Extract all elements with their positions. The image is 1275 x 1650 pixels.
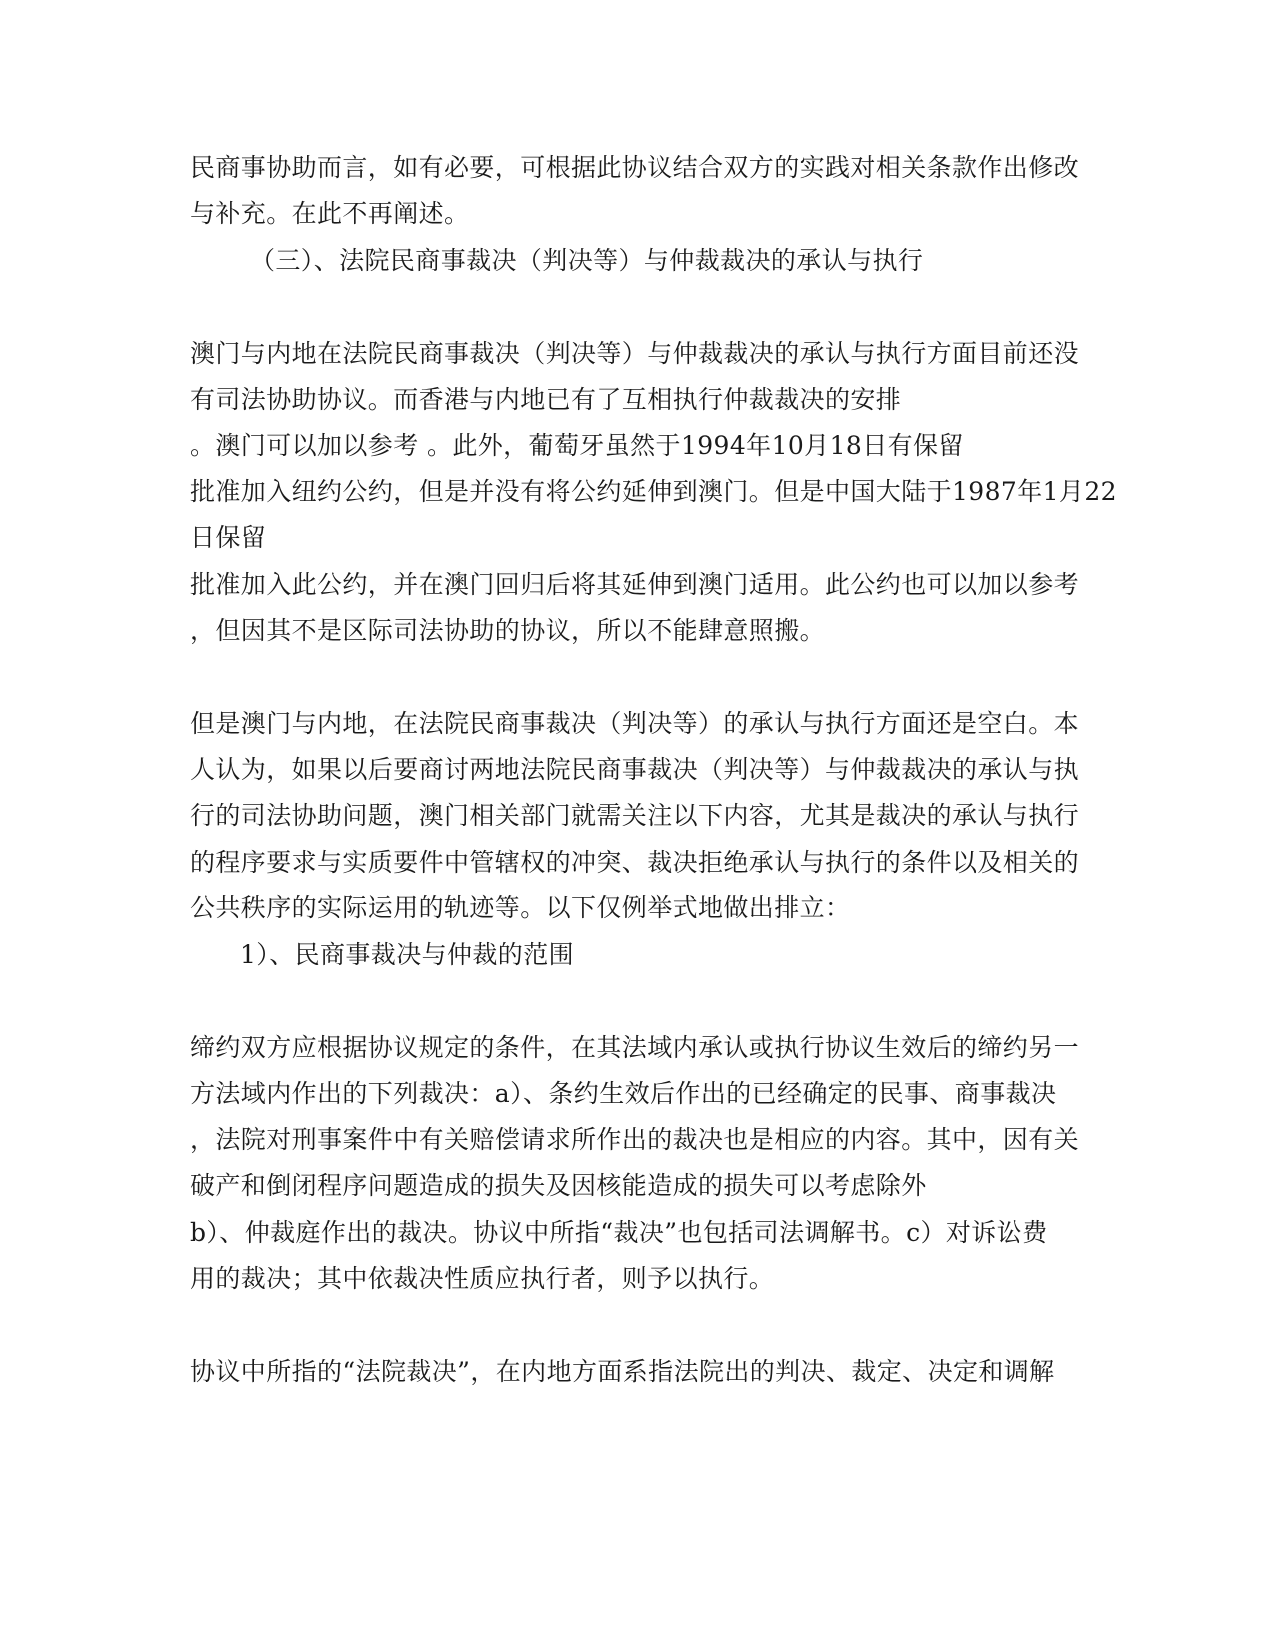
text-line: ，但因其不是区际司法协助的协议，所以不能肆意照搬。 [190, 616, 826, 645]
text-line: 。澳门可以加以参考 。此外，葡萄牙虽然于1994年10月18日有保留 [190, 431, 964, 460]
text-line: 民商事协助而言，如有必要，可根据此协议结合双方的实践对相关条款作出修改 [190, 153, 1080, 182]
text-line: 行的司法协助问题，澳门相关部门就需关注以下内容，尤其是裁决的承认与执行 [190, 801, 1080, 830]
text-line: 人认为，如果以后要商讨两地法院民商事裁决（判决等）与仲裁裁决的承认与执 [190, 755, 1080, 784]
text-line: 破产和倒闭程序问题造成的损失及因核能造成的损失可以考虑除外 [190, 1171, 927, 1200]
section-heading: 1）、民商事裁决与仲裁的范围 [240, 940, 575, 969]
text-line: 澳门与内地在法院民商事裁决（判决等）与仲裁裁决的承认与执行方面目前还没 [190, 339, 1080, 368]
text-line: 缔约双方应根据协议规定的条件，在其法域内承认或执行协议生效后的缔约另一 [190, 1033, 1080, 1062]
text-line: 用的裁决；其中依裁决性质应执行者，则予以执行。 [190, 1264, 775, 1293]
text-line: 与补充。在此不再阐述。 [190, 199, 470, 228]
text-line: 批准加入此公约，并在澳门回归后将其延伸到澳门适用。此公约也可以加以参考 [190, 570, 1080, 599]
text-line: 协议中所指的“法院裁决”，在内地方面系指法院出的判决、裁定、决定和调解 [190, 1357, 1055, 1386]
text-line: 批准加入纽约公约，但是并没有将公约延伸到澳门。但是中国大陆于1987年1月22 [190, 477, 1117, 506]
text-line: b）、仲裁庭作出的裁决。协议中所指“裁决”也包括司法调解书。c）对诉讼费 [190, 1218, 1048, 1247]
text-line: 的程序要求与实质要件中管辖权的冲突、裁决拒绝承认与执行的条件以及相关的 [190, 848, 1080, 877]
text-line: 日保留 [190, 523, 267, 552]
section-heading: （三）、法院民商事裁决（判决等）与仲裁裁决的承认与执行 [250, 246, 924, 275]
text-line: ，法院对刑事案件中有关赔偿请求所作出的裁决也是相应的内容。其中，因有关 [190, 1125, 1080, 1154]
text-line: 公共秩序的实际运用的轨迹等。以下仅例举式地做出排立： [190, 893, 851, 922]
text-line: 方法域内作出的下列裁决：a）、条约生效后作出的已经确定的民事、商事裁决 [190, 1079, 1057, 1108]
text-line: 但是澳门与内地，在法院民商事裁决（判决等）的承认与执行方面还是空白。本 [190, 709, 1080, 738]
text-line: 有司法协助协议。而香港与内地已有了互相执行仲裁裁决的安排 [190, 385, 902, 414]
